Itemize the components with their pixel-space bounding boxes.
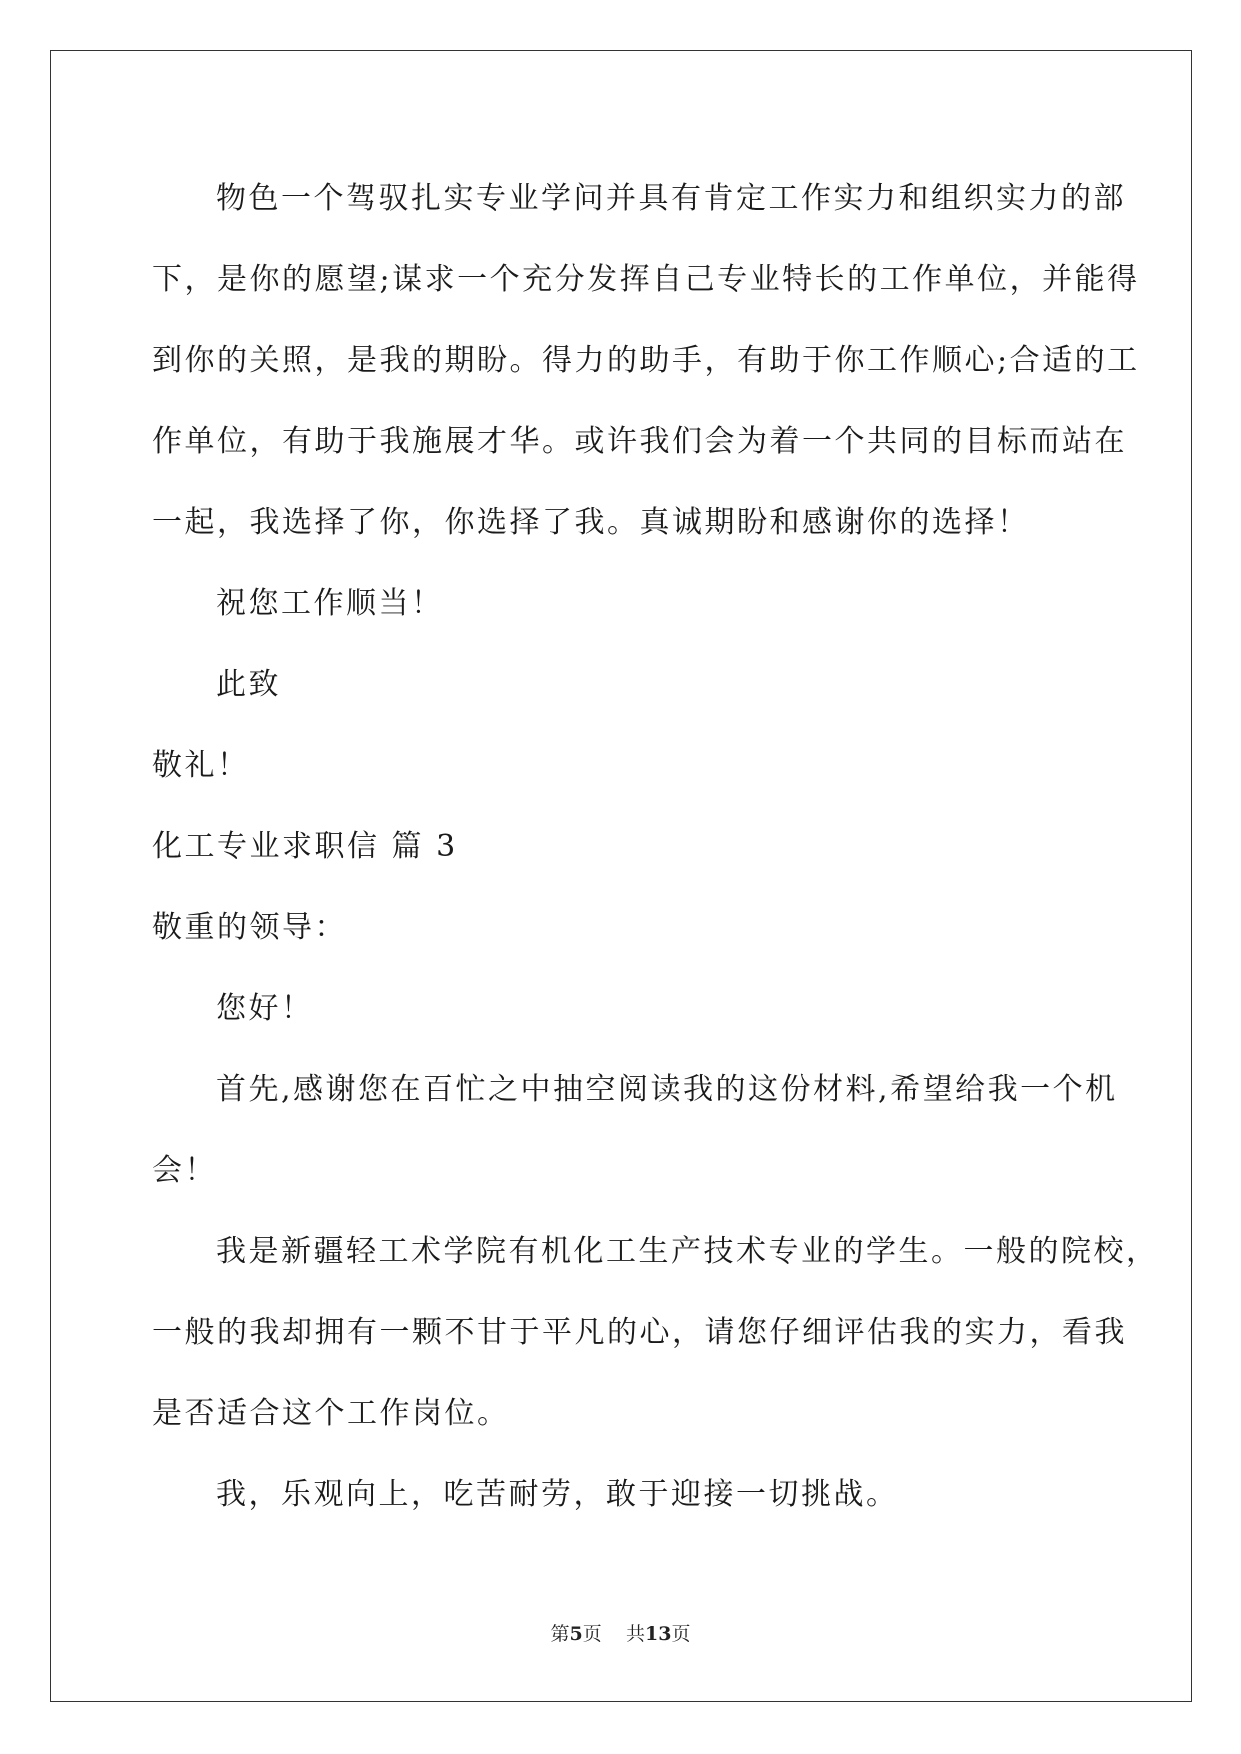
total-suffix: 页 bbox=[671, 1623, 691, 1645]
paragraph-line: 下，是你的愿望;谋求一个充分发挥自己专业特长的工作单位，并能得 bbox=[152, 262, 1140, 297]
section-title: 化工专业求职信 篇 3 bbox=[152, 829, 458, 864]
closing-salutation: 此致 bbox=[216, 667, 281, 702]
paragraph-line: 我，乐观向上，吃苦耐劳，敢于迎接一切挑战。 bbox=[216, 1477, 899, 1512]
paragraph-line: 作单位，有助于我施展才华。或许我们会为着一个共同的目标而站在 bbox=[152, 424, 1127, 459]
paragraph-line: 我是新疆轻工术学院有机化工生产技术专业的学生。一般的院校， bbox=[216, 1234, 1159, 1269]
paragraph-line: 是否适合这个工作岗位。 bbox=[152, 1396, 510, 1431]
letter-hello: 您好！ bbox=[216, 991, 314, 1026]
closing-wish: 祝您工作顺当！ bbox=[216, 586, 444, 621]
page-prefix: 第 bbox=[550, 1623, 570, 1645]
paragraph-line: 首先,感谢您在百忙之中抽空阅读我的这份材料,希望给我一个机 bbox=[216, 1072, 1118, 1107]
page-footer bbox=[0, 1622, 1241, 1646]
paragraph-line: 一起，我选择了你，你选择了我。真诚期盼和感谢你的选择！ bbox=[152, 505, 1030, 540]
letter-greeting: 敬重的领导： bbox=[152, 910, 347, 945]
paragraph-line: 会！ bbox=[152, 1153, 217, 1188]
page-number: 5 bbox=[569, 1623, 583, 1645]
paragraph-line: 一般的我却拥有一颗不甘于平凡的心，请您仔细评估我的实力，看我 bbox=[152, 1315, 1127, 1350]
page-suffix: 页 bbox=[582, 1623, 602, 1645]
closing-regards: 敬礼！ bbox=[152, 748, 250, 783]
document-body bbox=[152, 158, 1159, 1535]
total-prefix: 共 bbox=[625, 1623, 645, 1645]
total-pages: 13 bbox=[644, 1623, 672, 1645]
paragraph-line: 到你的关照，是我的期盼。得力的助手，有助于你工作顺心;合适的工 bbox=[152, 343, 1140, 378]
paragraph-line: 物色一个驾驭扎实专业学问并具有肯定工作实力和组织实力的部 bbox=[216, 181, 1126, 216]
